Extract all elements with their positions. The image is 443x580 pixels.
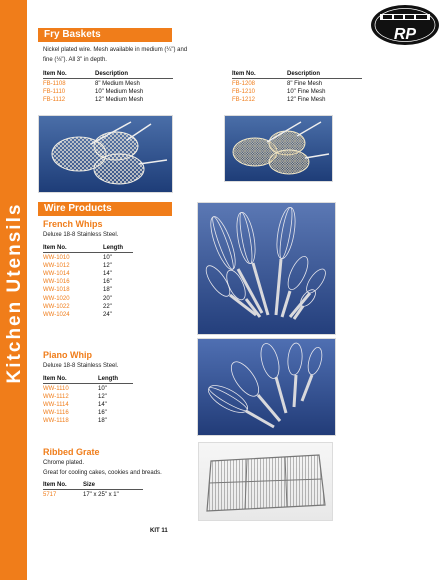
- table-header: [43, 244, 133, 253]
- item-length: 14": [98, 402, 107, 409]
- french-whips-desc: Deluxe 18-8 Stainless Steel.: [43, 232, 119, 238]
- table-row: [43, 96, 173, 104]
- ribbed-grate-desc-1: Chrome plated.: [43, 460, 85, 466]
- item-length: 10": [103, 255, 112, 262]
- item-number: WW-1022: [43, 303, 70, 310]
- item-number: FB-1212: [232, 97, 256, 104]
- item-number: WW-1010: [43, 255, 70, 262]
- table-row: [43, 254, 133, 262]
- table-row: [43, 385, 133, 393]
- table-header: [43, 70, 173, 79]
- item-number: WW-1110: [43, 386, 69, 393]
- french-whips-photo: [197, 202, 336, 335]
- item-number: FB-1112: [43, 97, 66, 104]
- item-number: FB-1208: [232, 81, 256, 88]
- item-desc: 8" Medium Mesh: [95, 81, 140, 88]
- table-row: [43, 88, 173, 96]
- table-header: [232, 70, 362, 79]
- item-size: 17" x 25" x 1": [83, 492, 119, 499]
- item-length: 16": [98, 410, 107, 417]
- piano-whip-title: Piano Whip: [43, 350, 92, 360]
- item-number: 5717: [43, 492, 57, 499]
- table-row: [43, 409, 133, 417]
- table-header: [43, 481, 143, 490]
- table-row: [43, 393, 133, 401]
- item-number: WW-1114: [43, 402, 69, 409]
- table-row: [43, 311, 133, 319]
- table-row: [43, 286, 133, 294]
- table-row: [43, 417, 133, 425]
- col-description: Description: [287, 71, 321, 77]
- fry-baskets-header: Fry Baskets: [38, 28, 172, 42]
- fry-baskets-medium-table: [43, 70, 173, 104]
- item-length: 20": [103, 295, 112, 302]
- item-length: 14": [103, 271, 112, 278]
- item-length: 18": [103, 287, 112, 294]
- item-desc: 8" Fine Mesh: [287, 81, 323, 88]
- item-desc: 12" Fine Mesh: [287, 97, 326, 104]
- fry-baskets-medium-photo: [38, 115, 173, 193]
- item-number: WW-1012: [43, 263, 70, 270]
- table-row: [232, 80, 362, 88]
- side-title: Kitchen Utensils: [4, 202, 25, 384]
- piano-whip-desc: Deluxe 18-8 Stainless Steel.: [43, 363, 119, 369]
- col-item-no: Item No.: [43, 482, 67, 488]
- item-length: 22": [103, 303, 112, 310]
- table-row: [232, 96, 362, 104]
- item-length: 12": [103, 263, 112, 270]
- table-header: [43, 375, 133, 384]
- item-number: FB-1210: [232, 89, 256, 96]
- col-item-no: Item No.: [43, 376, 67, 382]
- col-description: Description: [95, 71, 129, 77]
- item-number: WW-1018: [43, 287, 70, 294]
- table-row: [232, 88, 362, 96]
- fry-baskets-fine-photo: [224, 115, 333, 182]
- page-number: KIT 11: [150, 528, 168, 534]
- rp-logo: [370, 4, 440, 46]
- table-row: [43, 401, 133, 409]
- table-row: [43, 303, 133, 311]
- item-length: 10": [98, 386, 107, 393]
- fry-baskets-fine-table: [232, 70, 362, 104]
- french-whips-title: French Whips: [43, 219, 103, 229]
- ribbed-grate-photo: [198, 442, 333, 521]
- piano-whip-table: [43, 375, 133, 426]
- table-row: [43, 295, 133, 303]
- table-row: [43, 80, 173, 88]
- piano-whip-photo: [197, 338, 336, 436]
- fry-baskets-desc-1: Nickel plated wire. Mesh available in medium (¼") and: [43, 47, 188, 53]
- french-whips-table: [43, 244, 133, 319]
- item-number: WW-1112: [43, 394, 69, 401]
- col-item-no: Item No.: [43, 71, 67, 77]
- item-length: 16": [103, 279, 112, 286]
- logo-text: RP: [393, 26, 417, 43]
- table-row: [43, 278, 133, 286]
- item-number: WW-1024: [43, 311, 70, 318]
- item-number: FB-1110: [43, 89, 66, 96]
- item-length: 24": [103, 311, 112, 318]
- item-length: 18": [98, 418, 107, 425]
- col-item-no: Item No.: [232, 71, 256, 77]
- item-length: 12": [98, 394, 107, 401]
- ribbed-grate-desc-2: Great for cooling cakes, cookies and breads.: [43, 470, 162, 476]
- col-length: Length: [98, 376, 118, 382]
- item-desc: 10" Fine Mesh: [287, 89, 326, 96]
- fry-baskets-desc-2: fine (⅛"). All 3" in depth.: [43, 57, 107, 63]
- item-number: WW-1014: [43, 271, 70, 278]
- table-row: [43, 270, 133, 278]
- item-number: WW-1020: [43, 295, 70, 302]
- col-length: Length: [103, 245, 123, 251]
- ribbed-grate-title: Ribbed Grate: [43, 447, 100, 457]
- ribbed-grate-table: [43, 481, 143, 499]
- item-number: WW-1016: [43, 279, 70, 286]
- wire-products-header: Wire Products: [38, 202, 172, 216]
- table-row: [43, 491, 143, 499]
- table-row: [43, 262, 133, 270]
- item-number: WW-1116: [43, 410, 69, 417]
- col-size: Size: [83, 482, 96, 488]
- col-item-no: Item No.: [43, 245, 67, 251]
- item-desc: 12" Medium Mesh: [95, 97, 144, 104]
- item-number: WW-1118: [43, 418, 69, 425]
- item-desc: 10" Medium Mesh: [95, 89, 144, 96]
- item-number: FB-1108: [43, 81, 66, 88]
